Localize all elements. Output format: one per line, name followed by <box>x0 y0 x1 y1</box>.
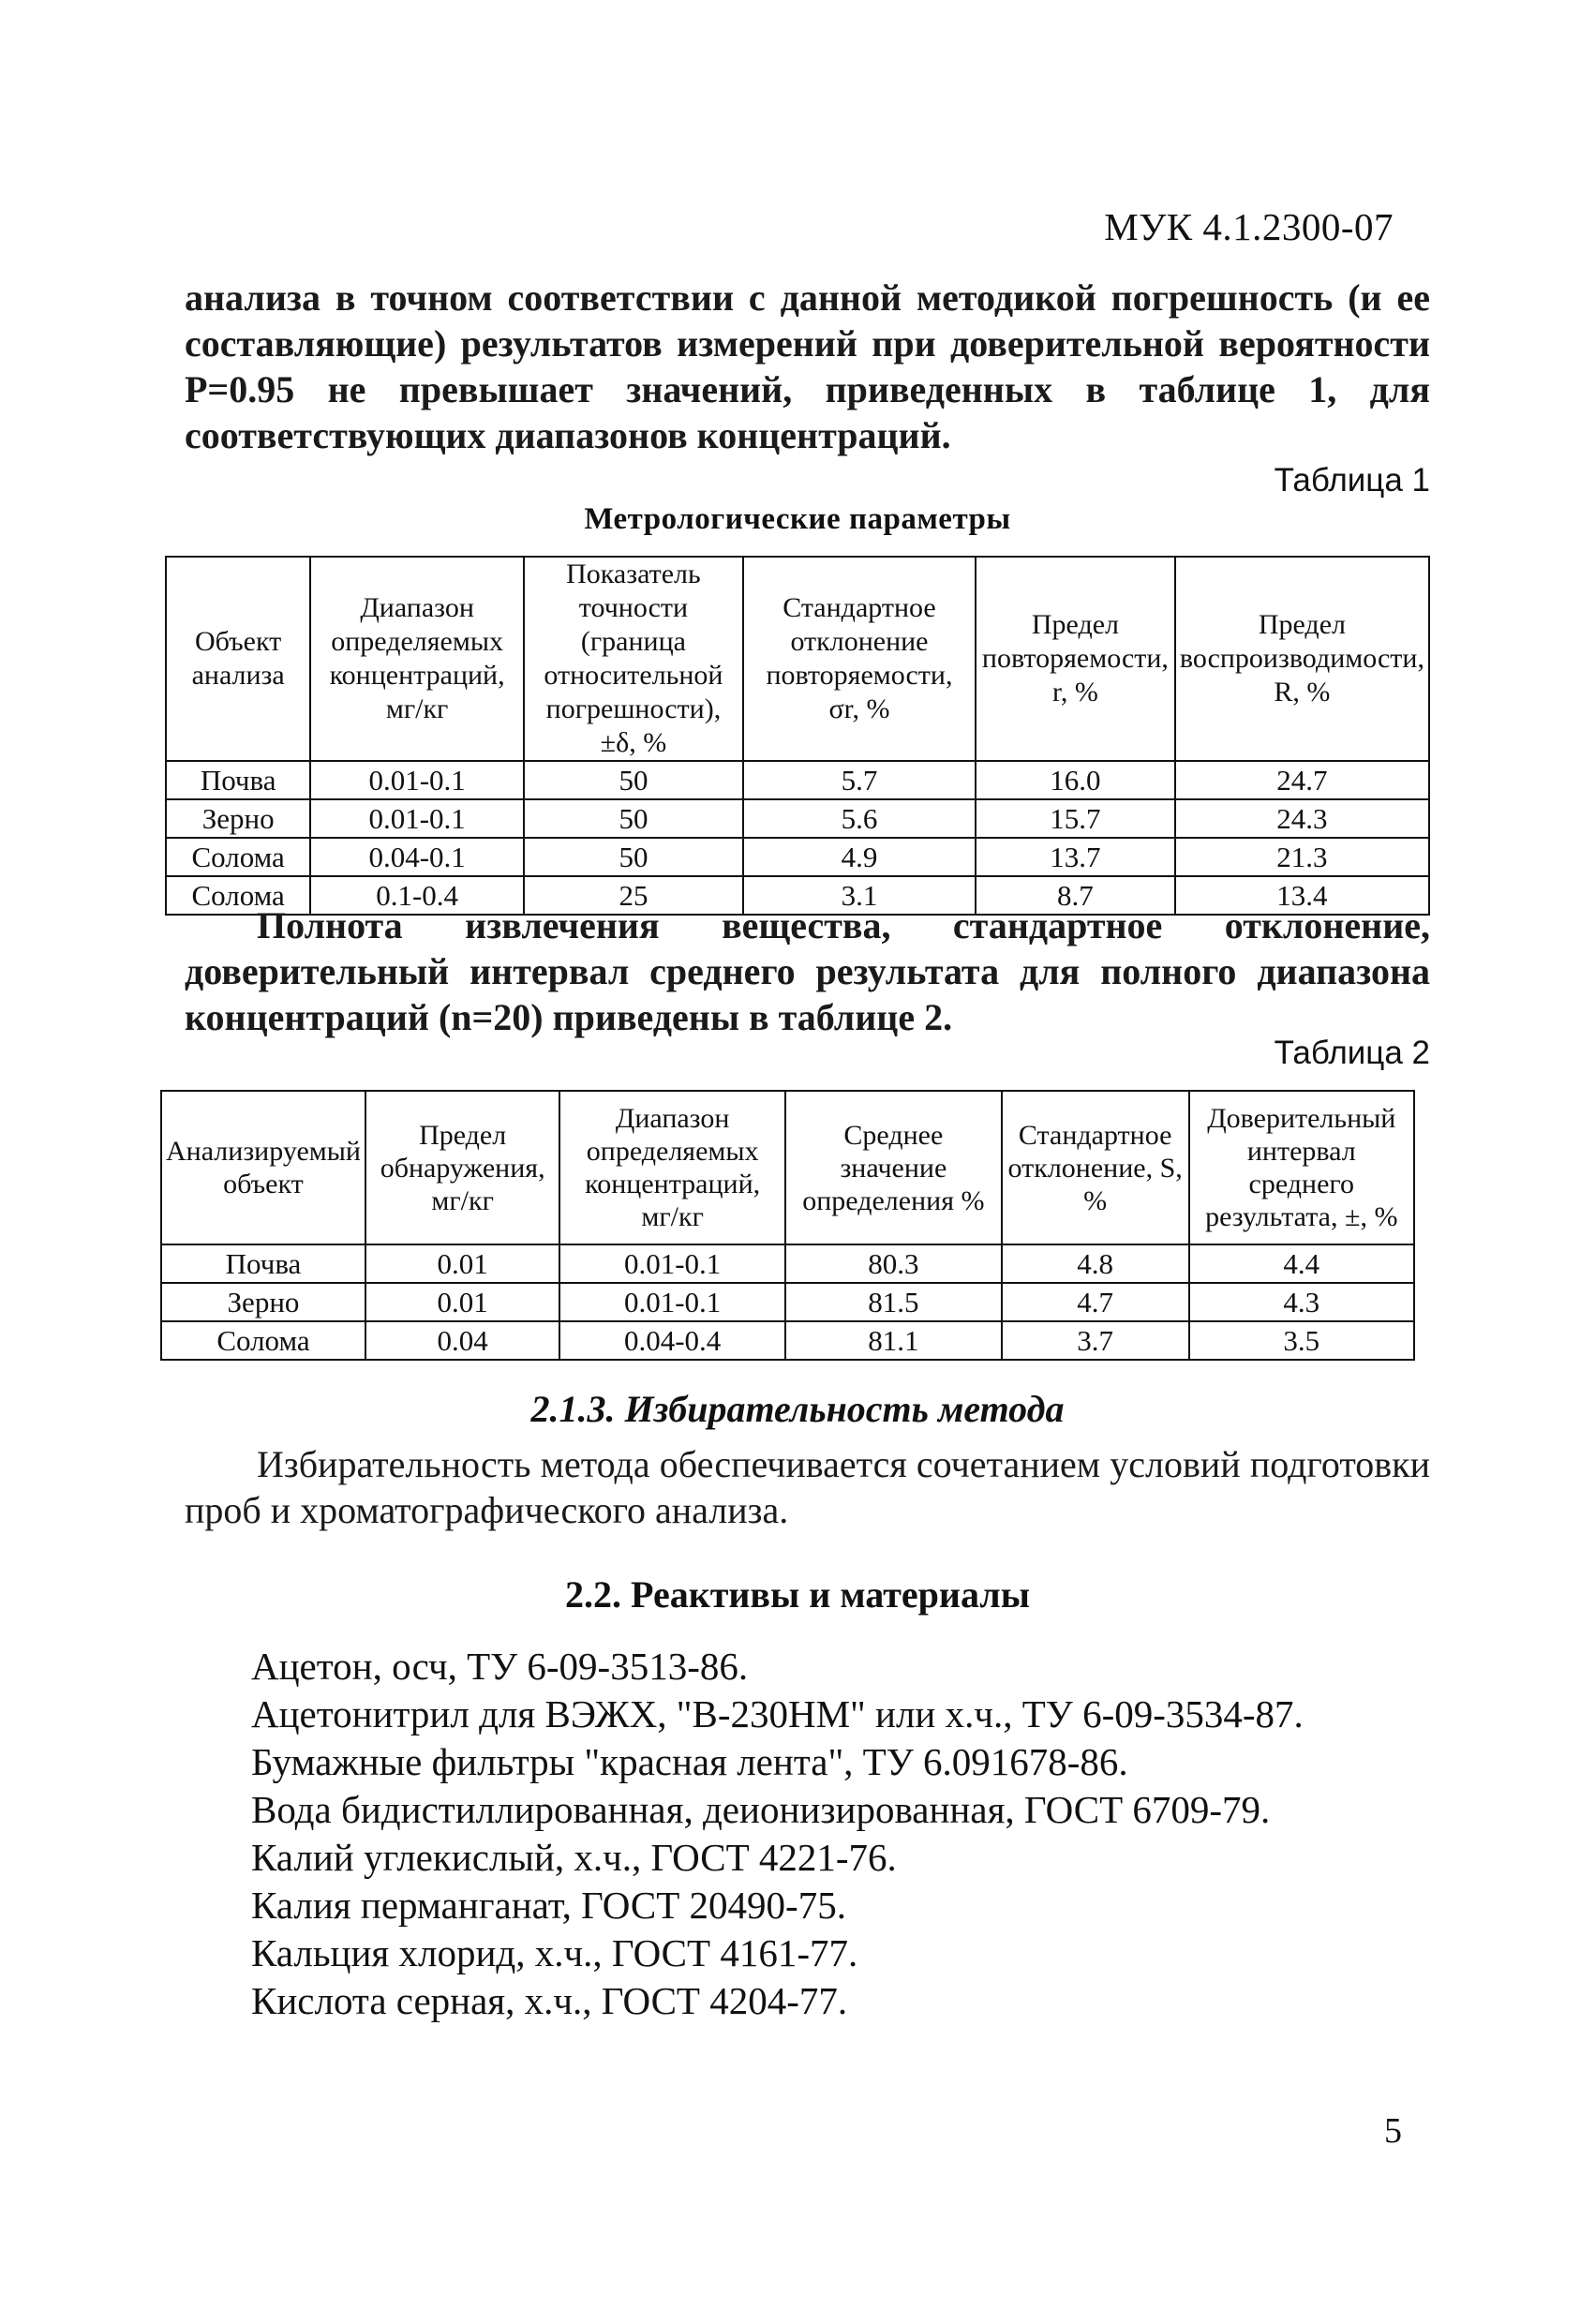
table-cell: 24.7 <box>1175 761 1429 799</box>
table-cell: 81.1 <box>785 1321 1002 1360</box>
list-item: Ацетон, осч, ТУ 6-09-3513-86. <box>251 1645 749 1688</box>
table1-header-cell: Показатель точности (граница относительной погрешности), ±δ, % <box>524 557 743 761</box>
table-cell: 0.01 <box>365 1244 559 1283</box>
table-cell: Почва <box>166 761 310 799</box>
table1-title: Метрологические параметры <box>584 502 1011 536</box>
table-cell: 4.9 <box>743 838 976 876</box>
table-cell: 4.4 <box>1189 1244 1414 1283</box>
table-recovery <box>160 1090 1415 1361</box>
table2-header-cell: Диапазон определяемых концентраций, мг/кг <box>559 1091 785 1244</box>
page-number: 5 <box>1384 2111 1402 2151</box>
table-cell: 3.1 <box>743 876 976 915</box>
table-cell: Зерно <box>161 1283 365 1321</box>
materials-list <box>251 1643 1304 2025</box>
list-item: Калий углекислый, х.ч., ГОСТ 4221-76. <box>251 1836 897 1879</box>
table-row <box>161 1283 1414 1321</box>
table-cell: Солома <box>161 1321 365 1360</box>
list-item: Кислота серная, х.ч., ГОСТ 4204-77. <box>251 1979 848 2022</box>
table-cell: 50 <box>524 799 743 838</box>
table-cell: 13.4 <box>1175 876 1429 915</box>
table-cell: 24.3 <box>1175 799 1429 838</box>
table-row <box>166 799 1429 838</box>
table-cell: 0.04 <box>365 1321 559 1360</box>
table1-header-cell: Предел воспроизводимости, R, % <box>1175 557 1429 761</box>
list-item: Вода бидистиллированная, деионизированная, ГОСТ 6709-79. <box>251 1788 1271 1831</box>
document-code: МУК 4.1.2300-07 <box>1104 205 1394 248</box>
intro-paragraph: анализа в точном соответствии с данной методикой погрешность (и ее составляющие) результатов измерений при доверительной вероятности Р=0.95 не превышает значений, приведенных в таблице 1, для соответствующих диапазонов концентраций. <box>185 276 1430 456</box>
table-cell: 4.3 <box>1189 1283 1414 1321</box>
table-cell: 4.7 <box>1002 1283 1189 1321</box>
section-213-heading: 2.1.3. Избирательность метода <box>530 1388 1065 1430</box>
table-cell: 25 <box>524 876 743 915</box>
table-cell: Зерно <box>166 799 310 838</box>
table-cell: 5.7 <box>743 761 976 799</box>
table-cell: 3.5 <box>1189 1321 1414 1360</box>
table-cell: 13.7 <box>976 838 1175 876</box>
table1-header-row <box>166 557 1429 761</box>
table2-header-cell: Стандартное отклонение, S, % <box>1002 1091 1189 1244</box>
table-row <box>161 1244 1414 1283</box>
table2-header-cell: Доверительный интервал среднего результата, ±, % <box>1189 1091 1414 1244</box>
list-item: Кальция хлорид, х.ч., ГОСТ 4161-77. <box>251 1931 858 1974</box>
table1-header-cell: Стандартное отклонение повторяемости, σr, % <box>743 557 976 761</box>
table-cell: 0.01 <box>365 1283 559 1321</box>
table-row <box>161 1321 1414 1360</box>
table-row <box>166 838 1429 876</box>
list-item: Бумажные фильтры "красная лента", ТУ 6.091678-86. <box>251 1740 1128 1783</box>
table-cell: 5.6 <box>743 799 976 838</box>
table-cell: 0.01-0.1 <box>310 799 524 838</box>
list-item: Ацетонитрил для ВЭЖХ, "В-230НМ" или х.ч., ТУ 6-09-3534-87. <box>251 1692 1304 1736</box>
table-cell: Почва <box>161 1244 365 1283</box>
table2-label: Таблица 2 <box>1274 1035 1430 1071</box>
table-cell: 0.1-0.4 <box>310 876 524 915</box>
table-cell: 0.01-0.1 <box>310 761 524 799</box>
table-cell: 0.01-0.1 <box>559 1283 785 1321</box>
table2-intro-paragraph: Полнота извлечения вещества, стандартное отклонение, доверительный интервал среднего результата для полного диапазона концентраций (n=20) приведены в таблице 2. <box>185 904 1430 1038</box>
table-cell: 21.3 <box>1175 838 1429 876</box>
table-cell: 0.04-0.1 <box>310 838 524 876</box>
section-213-text: Избирательность метода обеспечивается сочетанием условий подготовки проб и хроматографического анализа. <box>185 1443 1430 1531</box>
table-row <box>166 761 1429 799</box>
table2-header-cell: Предел обнаружения, мг/кг <box>365 1091 559 1244</box>
table-metrological-parameters <box>165 556 1430 916</box>
table-cell: 3.7 <box>1002 1321 1189 1360</box>
table1-header-cell: Предел повторяемости, r, % <box>976 557 1175 761</box>
table2-header-cell: Среднее значение определения % <box>785 1091 1002 1244</box>
table-cell: Солома <box>166 876 310 915</box>
table-cell: 50 <box>524 761 743 799</box>
section-22-heading: 2.2. Реактивы и материалы <box>565 1573 1030 1616</box>
table-cell: 4.8 <box>1002 1244 1189 1283</box>
list-item: Калия перманганат, ГОСТ 20490-75. <box>251 1884 846 1927</box>
table2-header-row <box>161 1091 1414 1244</box>
table2-header-cell: Анализируемый объект <box>161 1091 365 1244</box>
table-cell: 15.7 <box>976 799 1175 838</box>
table-cell: Солома <box>166 838 310 876</box>
table-cell: 81.5 <box>785 1283 1002 1321</box>
table-cell: 0.04-0.4 <box>559 1321 785 1360</box>
table1-label: Таблица 1 <box>1274 462 1430 499</box>
table-cell: 8.7 <box>976 876 1175 915</box>
table-cell: 0.01-0.1 <box>559 1244 785 1283</box>
table-cell: 80.3 <box>785 1244 1002 1283</box>
table-cell: 50 <box>524 838 743 876</box>
table1-header-cell: Диапазон определяемых концентраций, мг/кг <box>310 557 524 761</box>
table-cell: 16.0 <box>976 761 1175 799</box>
table1-header-cell: Объект анализа <box>166 557 310 761</box>
